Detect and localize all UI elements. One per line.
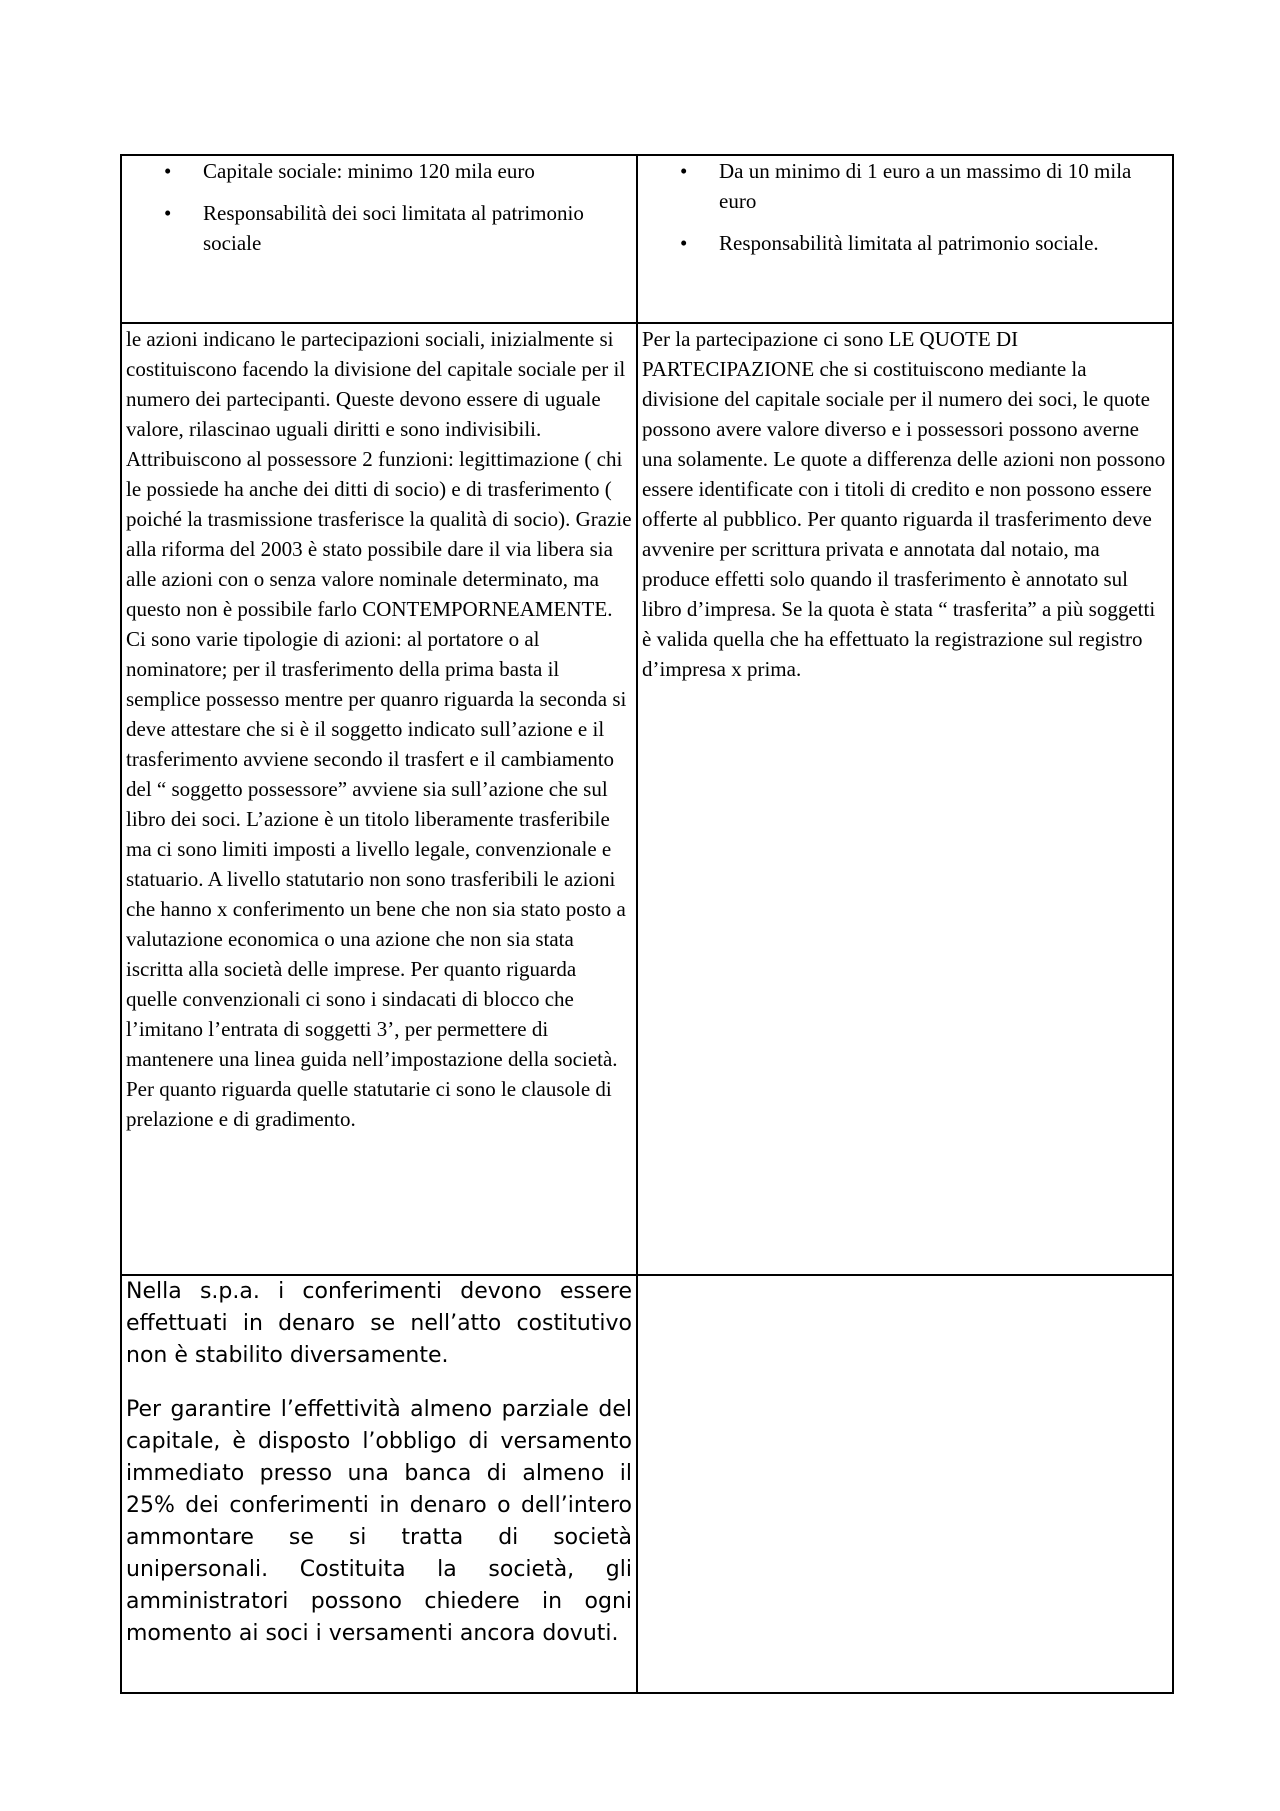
list-item: • Da un minimo di 1 euro a un massimo di 10 mila euro (642, 156, 1168, 216)
list-item: • Responsabilità limitata al patrimonio sociale. (642, 228, 1168, 258)
cell-spa-contributions (121, 1275, 637, 1693)
paragraph: Nella s.p.a. i conferimenti devono essere effettuati in denaro se nell’atto costitutivo non è stabilito diversamente. (126, 1279, 632, 1368)
cell-spa-shares: le azioni indicano le partecipazioni sociali, inizialmente si costituiscono facendo la divisione del capitale sociale per il numero dei partecipanti. Queste devono essere di uguale valore, rilascinao uguali diritti e sono indivisibili. Attribuiscono al possessore 2 funzioni: legittimazione ( chi le possiede ha anche dei ditti di socio) e di trasferimento ( poiché la trasmissione trasferisce la qualità di socio). Grazie alla riforma del 2003 è stato possibile dare il via libera sia alle azioni con o senza valore nominale determinato, ma questo non è possibile farlo CONTEMPORNEAMENTE. Ci sono varie tipologie di azioni: al portatore o al nominatore; per il trasferimento della prima basta il semplice possesso mentre per quanro riguarda la seconda si deve attestare che si è il soggetto indicato sull’azione e il trasferimento avviene secondo il trasfert e il cambiamento del “ soggetto possessore” avviene sia sull’azione che sul libro dei soci. L’azione è un titolo liberamente trasferibile ma ci sono limiti imposti a livello legale, convenzionale e statuario. A livello statutario non sono trasferibili le azioni che hanno x conferimento un bene che non sia stato posto a valutazione economica o una azione che non sia stata iscritta alla società delle imprese. Per quanto riguarda quelle convenzionali ci sono i sindacati di blocco che l’imitano l’entrata di soggetti 3’, per permettere di mantenere una linea guida nell’impostazione della società. Per quanto riguarda quelle statutarie ci sono le clausole di prelazione e di gradimento. (121, 323, 637, 1275)
comparison-table (120, 154, 1174, 1694)
bullet-icon: • (680, 231, 688, 255)
paragraph: Per garantire l’effettività almeno parziale del capitale, è disposto l’obbligo di versamento immediato presso una banca di almeno il 25% dei conferimenti in denaro o dell’intero ammontare se si tratta di società unipersonali. Costituita la società, gli amministratori possono chiedere in ogni momento ai soci i versamenti ancora dovuti. (126, 1397, 632, 1646)
list-item: • Responsabilità dei soci limitata al patrimonio sociale (126, 198, 632, 258)
cell-srl-capital (637, 155, 1173, 323)
bullet-list (642, 156, 1168, 258)
bullet-icon: • (164, 159, 172, 183)
cell-srl-quotas: Per la partecipazione ci sono LE QUOTE DI PARTECIPAZIONE che si costituiscono mediante la divisione del capitale sociale per il numero dei soci, le quote possono avere valore diverso e i possessori possono averne una solamente. Le quote a differenza delle azioni non possono essere identificate con i titoli di credito e non possono essere offerte al pubblico. Per quanto riguarda il trasferimento deve avvenire per scrittura privata e annotata dal notaio, ma produce effetti solo quando il trasferimento è annotato sul libro d’impresa. Se la quota è stata “ trasferita” a più soggetti è valida quella che ha effettuato la registrazione sul registro d’impresa x prima. (637, 323, 1173, 1275)
list-item: • Capitale sociale: minimo 120 mila euro (126, 156, 632, 186)
table-row (121, 1275, 1173, 1693)
cell-empty (637, 1275, 1173, 1693)
bullet-list (126, 156, 632, 258)
bullet-icon: • (164, 201, 172, 225)
cell-spa-capital (121, 155, 637, 323)
bullet-icon: • (680, 159, 688, 183)
table-row (121, 155, 1173, 323)
table-row (121, 323, 1173, 1275)
